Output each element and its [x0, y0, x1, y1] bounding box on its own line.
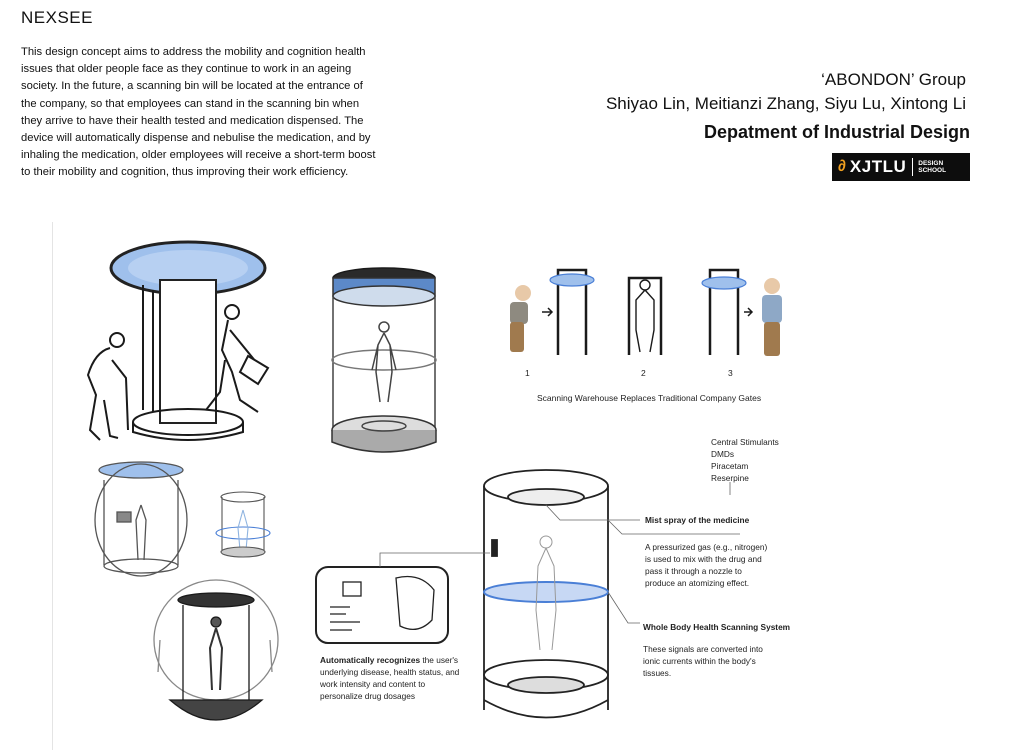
scan-description: These signals are converted into ionic currents within the body's tissues. [643, 644, 763, 678]
step-label-2: 2 [641, 368, 646, 378]
mist-title: Mist spray of the medicine [645, 515, 750, 525]
recognition-description: Automatically recognizes the user's underlying disease, health status, and work intensity and content to personalize drug dosages [320, 655, 460, 701]
drug-item: Reserpine [711, 473, 749, 483]
gate-sequence-sketch [542, 270, 752, 355]
group-name: ‘ABONDON’ Group [821, 70, 966, 89]
column-scanner-sketch [88, 242, 268, 440]
mist-description: A pressurized gas (e.g., nitrogen) is used to mix with the drug and pass it through a nozzle to produce an atomizing effect. [645, 542, 768, 588]
department: Depatment of Industrial Design [703, 122, 970, 142]
interface-sketch [316, 567, 448, 643]
elderly-figure-before [510, 285, 531, 352]
drug-item: Central Stimulants [711, 437, 779, 447]
main-cylinder-sketch [484, 470, 608, 718]
scan-title: Whole Body Health Scanning System [643, 622, 791, 632]
small-scanner-sketch [216, 492, 270, 557]
authors: Shiyao Lin, Meitianzi Zhang, Siyu Lu, Xintong Li [605, 94, 966, 113]
elderly-figure-after [762, 278, 782, 356]
terminal-scanner-sketch [95, 462, 187, 576]
project-description: This design concept aims to address the mobility and cognition health issues that older people face as they continue to work in an ageing society. In the future, a scanning bin will be located at the entrance of the company, so that employees can stand in the scanning bin when they arrive to have their health tested and medication dispensed. The device will automatically dispense and nebulise the medication, and by inhaling the medication, older employees will receive a short-term boost to their mobility and cognition, thus improving their work efficiency. [21, 46, 376, 179]
sequence-caption: Scanning Warehouse Replaces Traditional Company Gates [537, 393, 762, 403]
project-title: NEXSEE [21, 8, 93, 27]
pod-scanner-sketch [154, 580, 278, 720]
logo-name: XJTLU [849, 157, 907, 176]
logo-subtitle: DESIGN SCHOOL [918, 160, 947, 174]
drug-item: Piracetam [711, 461, 749, 471]
step-label-1: 1 [525, 368, 530, 378]
step-label-3: 3 [728, 368, 733, 378]
drug-list [711, 436, 779, 484]
cylinder-render-sketch [332, 268, 436, 452]
drug-item: DMDs [711, 449, 735, 459]
logo-mark-icon: ∂ [838, 158, 846, 175]
